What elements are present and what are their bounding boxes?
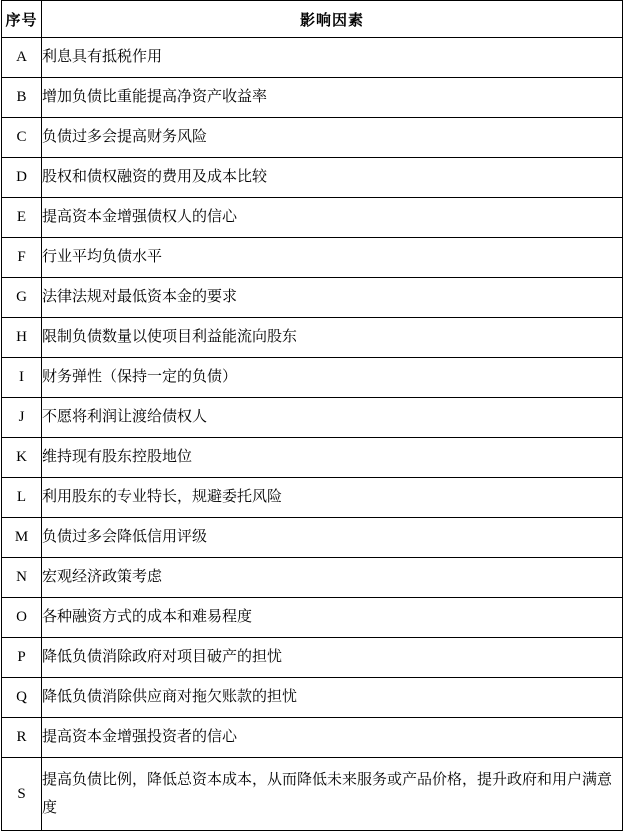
influence-factor-table [1,0,623,831]
row-no: D [2,158,42,198]
table-row [2,158,623,198]
table-body [2,38,623,831]
row-factor: 提高资本金增强投资者的信心 [42,718,623,758]
table-row [2,198,623,238]
table-row [2,478,623,518]
table-row [2,518,623,558]
row-factor: 不愿将利润让渡给债权人 [42,398,623,438]
row-factor: 股权和债权融资的费用及成本比较 [42,158,623,198]
row-factor: 维持现有股东控股地位 [42,438,623,478]
row-no: A [2,38,42,78]
column-header-no: 序号 [2,1,42,38]
row-factor: 提高资本金增强债权人的信心 [42,198,623,238]
table-row [2,558,623,598]
row-factor: 财务弹性（保持一定的负债） [42,358,623,398]
table-row [2,78,623,118]
table-row [2,358,623,398]
table-row [2,38,623,78]
row-no: C [2,118,42,158]
row-no: S [2,758,42,831]
row-no: O [2,598,42,638]
table-row [2,638,623,678]
row-no: G [2,278,42,318]
row-no: N [2,558,42,598]
table-row [2,758,623,831]
row-no: J [2,398,42,438]
row-no: M [2,518,42,558]
row-factor: 负债过多会降低信用评级 [42,518,623,558]
row-factor: 增加负债比重能提高净资产收益率 [42,78,623,118]
row-factor: 负债过多会提高财务风险 [42,118,623,158]
row-no: P [2,638,42,678]
row-factor: 利息具有抵税作用 [42,38,623,78]
table-header-row [2,1,623,38]
table-row [2,398,623,438]
table-row [2,718,623,758]
table-row [2,278,623,318]
row-factor: 利用股东的专业特长，规避委托风险 [42,478,623,518]
row-no: K [2,438,42,478]
column-header-factor: 影响因素 [42,1,623,38]
table-row [2,678,623,718]
table-row [2,598,623,638]
row-no: H [2,318,42,358]
row-factor: 宏观经济政策考虑 [42,558,623,598]
row-factor: 降低负债消除政府对项目破产的担忧 [42,638,623,678]
row-factor: 提高负债比例，降低总资本成本，从而降低未来服务或产品价格，提升政府和用户满意度 [42,758,623,831]
row-no: R [2,718,42,758]
row-factor: 各种融资方式的成本和难易程度 [42,598,623,638]
row-factor: 降低负债消除供应商对拖欠账款的担忧 [42,678,623,718]
row-no: L [2,478,42,518]
row-no: E [2,198,42,238]
table-row [2,118,623,158]
table-row [2,438,623,478]
table-row [2,318,623,358]
row-factor: 限制负债数量以使项目利益能流向股东 [42,318,623,358]
row-factor: 行业平均负债水平 [42,238,623,278]
row-no: I [2,358,42,398]
row-no: B [2,78,42,118]
row-no: Q [2,678,42,718]
row-factor: 法律法规对最低资本金的要求 [42,278,623,318]
table-row [2,238,623,278]
row-no: F [2,238,42,278]
